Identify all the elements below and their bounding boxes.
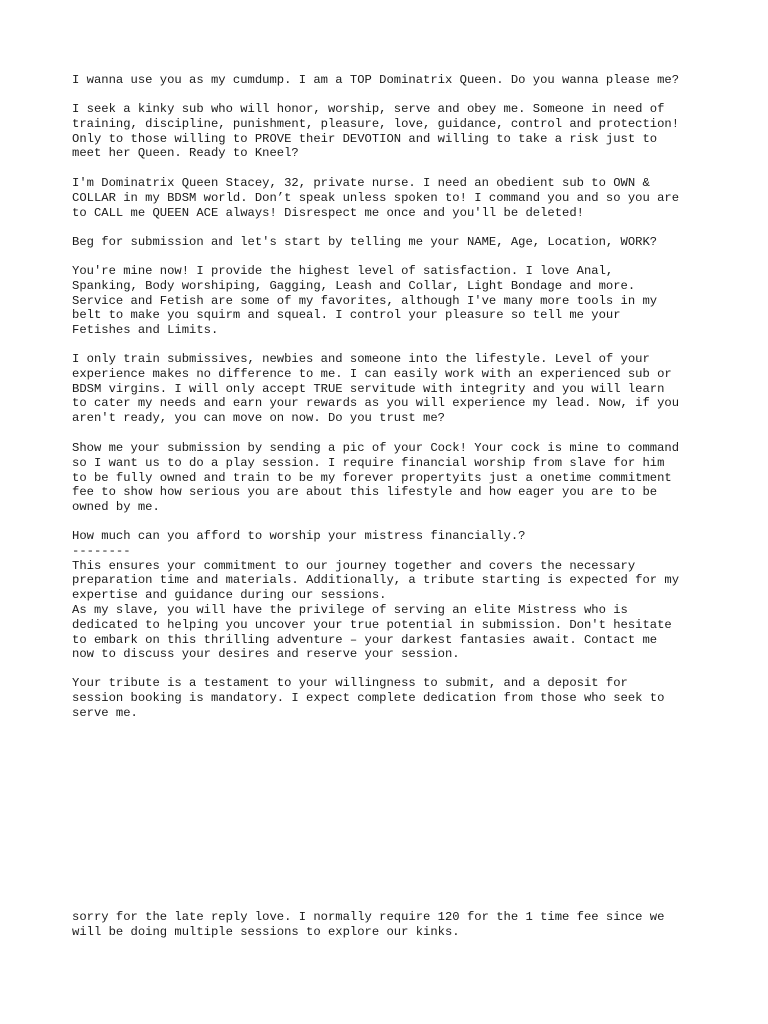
- text-line: to cater my needs and earn your rewards as you will experience my lead. Now, if you: [72, 396, 680, 411]
- text-line: training, discipline, punishment, pleasure, love, guidance, control and protection!: [72, 116, 680, 131]
- text-line: experience makes no difference to me. I can easily work with an experienced sub or: [72, 366, 672, 381]
- text-line: BDSM virgins. I will only accept TRUE servitude with integrity and you will learn: [72, 381, 665, 396]
- paragraph-intro: [72, 73, 712, 88]
- text-line: How much can you afford to worship your mistress financially.?: [72, 529, 526, 543]
- paragraph-tribute: [72, 676, 712, 720]
- text-line: You're mine now! I provide the highest level of satisfaction. I love Anal,: [72, 264, 614, 278]
- text-line: Fetishes and Limits.: [72, 323, 219, 338]
- text-line: will be doing multiple sessions to explore our kinks.: [72, 924, 460, 939]
- text-line: COLLAR in my BDSM world. Don’t speak unless spoken to! I command you and so you are: [72, 190, 680, 205]
- text-line: I'm Dominatrix Queen Stacey, 32, private nurse. I need an obedient sub to OWN &: [72, 176, 650, 190]
- text-line: Show me your submission by sending a pic of your Cock! Your cock is mine to command: [72, 441, 680, 455]
- paragraph-identity: [72, 176, 712, 220]
- paragraph-training: [72, 352, 712, 426]
- paragraph-reply: [72, 910, 712, 940]
- text-line: I seek a kinky sub who will honor, worship, serve and obey me. Someone in need of: [72, 102, 665, 116]
- text-line: Your tribute is a testament to your willingness to submit, and a deposit for: [72, 676, 628, 690]
- text-line: to be fully owned and train to be my forever propertyits just a onetime commitment: [72, 470, 672, 485]
- text-line: Only to those willing to PROVE their DEVOTION and willing to take a risk just to: [72, 131, 658, 146]
- paragraph-financial: [72, 529, 712, 662]
- text-line: owned by me.: [72, 500, 160, 515]
- text-line: Spanking, Body worshiping, Gagging, Leash and Collar, Light Bondage and more.: [72, 278, 636, 293]
- text-line: expertise and guidance during our sessions.: [72, 588, 387, 603]
- text-line: serve me.: [72, 705, 138, 720]
- paragraph-beg: [72, 235, 712, 250]
- text-line: to CALL me QUEEN ACE always! Disrespect me once and you'll be deleted!: [72, 205, 584, 220]
- text-line: This ensures your commitment to our journey together and covers the necessary: [72, 558, 636, 573]
- text-line: so I want us to do a play session. I require financial worship from slave for him: [72, 455, 665, 470]
- paragraph-satisfaction: [72, 264, 712, 338]
- paragraph-submission: [72, 441, 712, 515]
- text-line: I only train submissives, newbies and someone into the lifestyle. Level of your: [72, 352, 650, 366]
- text-line: aren't ready, you can move on now. Do you trust me?: [72, 411, 445, 426]
- divider-dashes: --------: [72, 543, 131, 558]
- text-line: belt to make you squirm and squeal. I control your pleasure so tell me your: [72, 308, 621, 323]
- text-line: to embark on this thrilling adventure – your darkest fantasies await. Contact me: [72, 632, 658, 647]
- text-line: Service and Fetish are some of my favorites, although I've many more tools in my: [72, 293, 658, 308]
- text-line: meet her Queen. Ready to Kneel?: [72, 146, 299, 161]
- text-line: session booking is mandatory. I expect complete dedication from those who seek to: [72, 690, 665, 705]
- text-line: sorry for the late reply love. I normally require 120 for the 1 time fee since we: [72, 910, 665, 924]
- text-line: Beg for submission and let's start by telling me your NAME, Age, Location, WORK?: [72, 235, 658, 249]
- text-line: fee to show how serious you are about this lifestyle and how eager you are to be: [72, 485, 658, 500]
- text-line: I wanna use you as my cumdump. I am a TOP Dominatrix Queen. Do you wanna please me?: [72, 73, 680, 87]
- text-line: preparation time and materials. Additionally, a tribute starting is expected for my: [72, 573, 680, 588]
- text-line: now to discuss your desires and reserve your session.: [72, 647, 460, 662]
- text-line: dedicated to helping you uncover your true potential in submission. Don't hesitate: [72, 617, 672, 632]
- text-line: As my slave, you will have the privilege of serving an elite Mistress who is: [72, 602, 628, 617]
- paragraph-seek: [72, 102, 712, 161]
